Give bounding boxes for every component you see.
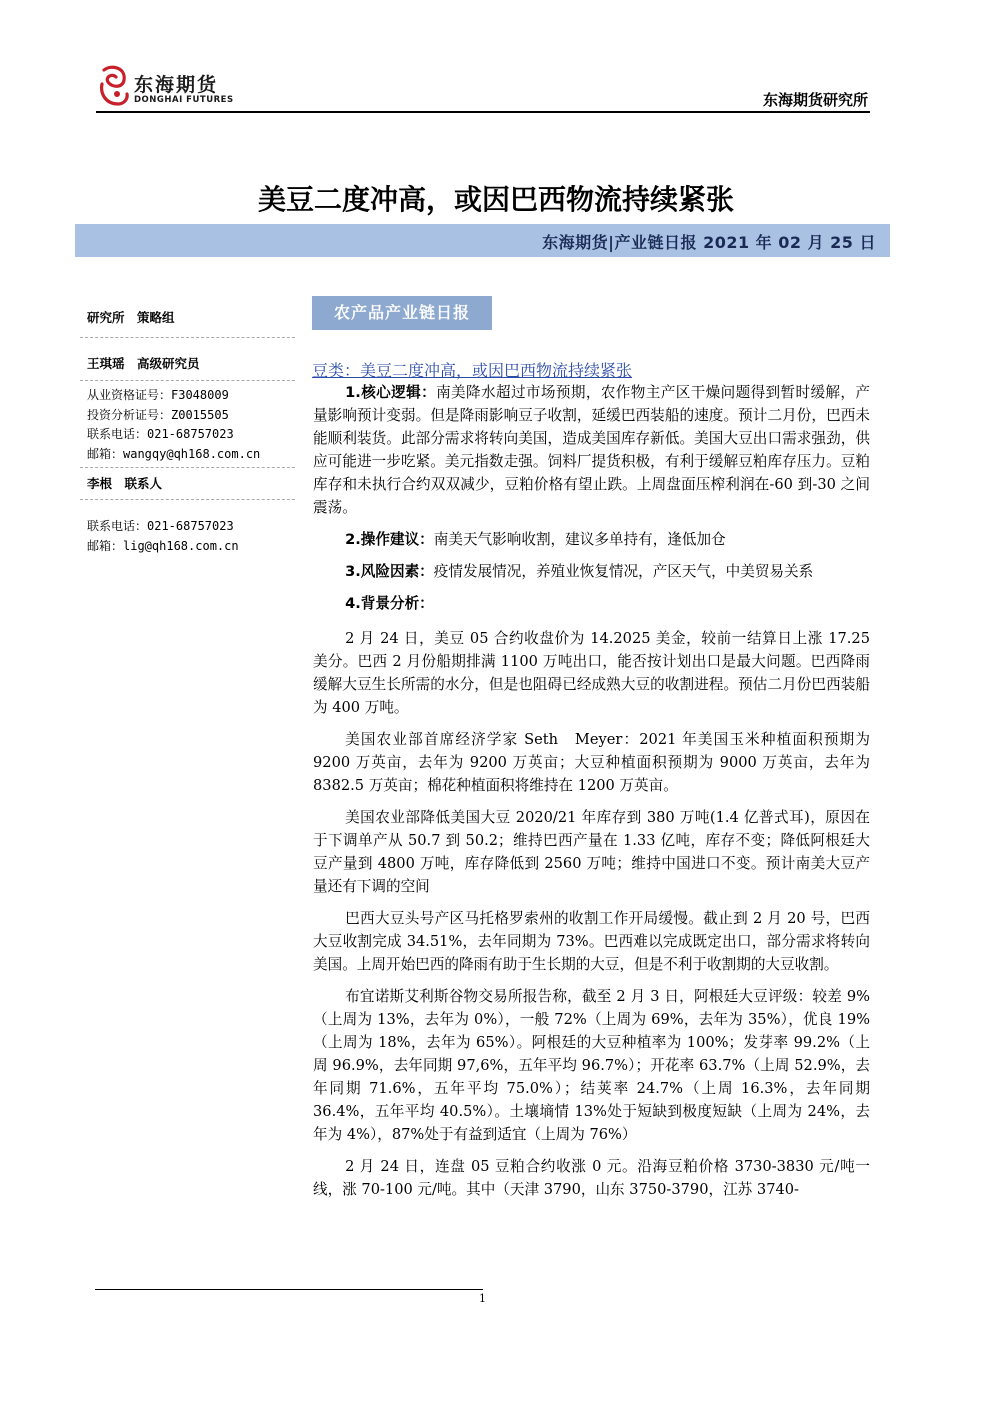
phone: 联系电话：021-68757023 (87, 519, 234, 533)
report-body (313, 381, 870, 1201)
background-label: 4.背景分析： (345, 595, 434, 612)
background-paragraph: 2 月 24 日，连盘 05 豆粕合约收涨 0 元。沿海豆粕价格 3730-3830 元/吨一线，涨 70-100 元/吨。其中（天津 3790，山东 3750-3790，江苏 3740- (313, 1158, 870, 1198)
advice-paragraph: 2.操作建议：南美天气影响收割，建议多单持有，逢低加仓 (345, 531, 726, 548)
contact-name: 李根 联系人 (87, 476, 163, 491)
advice-label: 2.操作建议： (345, 531, 434, 548)
footer-divider (95, 1289, 483, 1290)
dragon-logo-icon (96, 64, 130, 108)
background-paragraph: 布宜诺斯艾利斯谷物交易所报告称，截至 2 月 3 日，阿根廷大豆评级：较差 9%（上周为 13%，去年为 0%），一般 72%（上周为 69%，去年为 35%），优良 19%（上周为 18%，去年为 65%）。阿根廷的大豆种植率为 100%；发芽率 99.2%（上周 96.9%，去年同期 97,6%，五年平均 96.7%）；开花率 63.7%（上周 52.9%，去年同期 71.6%，五年平均 75.0%）；结荚率 24.7%（上周 16.3%，去年同期 36.4%，五年平均 40.5%）。土壤墒情 13%处于短缺到极度短缺（上周为 24%，去年为 4%），87%处于有益到适宜（上周为 76%） (313, 988, 870, 1143)
email: 邮箱：lig@qh168.com.cn (87, 538, 239, 553)
email: 邮箱：wangqy@qh168.com.cn (87, 446, 261, 461)
core-logic-paragraph: 1.核心逻辑：南美降水超过市场预期，农作物主产区干燥问题得到暂时缓解，产量影响预计变弱。但是降雨影响豆子收割，延缓巴西装船的速度。预计二月份，巴西未能顺利装货。此部分需求将转向美国，造成美国库存新低。美国大豆出口需求强劲，供应可能进一步吃紧。美元指数走强。饲料厂提货积极，有利于缓解豆粕库存压力。豆粕库存和未执行合约双双减少，豆粕价格有望止跌。上周盘面压榨利润在-60 到-30 之间震荡。 (313, 384, 870, 516)
divider (80, 380, 295, 381)
analyst-name: 王琪瑶 高级研究员 (87, 356, 200, 371)
core-logic-label: 1.核心逻辑： (345, 384, 437, 401)
department-label: 研究所 策略组 (87, 310, 175, 325)
divider (80, 499, 295, 500)
logo-text-en: DONGHAI FUTURES (134, 95, 234, 105)
report-title: 美豆二度冲高，或因巴西物流持续紧张 (257, 183, 734, 216)
institute-name: 东海期货研究所 (762, 91, 868, 109)
license-no: 从业资格证号：F3048009 (87, 388, 229, 402)
company-logo (96, 64, 236, 114)
background-paragraph: 美国农业部降低美国大豆 2020/21 年库存到 380 万吨(1.4 亿普式耳)，原因在于下调单产从 50.7 到 50.2；维持巴西产量在 1.33 亿吨，库存不变；降低阿根廷大豆产量到 4800 万吨，库存降低到 2560 万吨；维持中国进口不变。预计南美大豆产量还有下调的空间 (313, 809, 870, 895)
contact-info (87, 517, 287, 556)
divider (80, 337, 295, 338)
date-banner (75, 224, 890, 257)
investment-license-no: 投资分析证号：Z0015505 (87, 407, 229, 422)
logo-text-cn: 东海期货 (134, 74, 219, 96)
risk-paragraph: 3.风险因素：疫情发展情况，养殖业恢复情况，产区天气，中美贸易关系 (345, 563, 814, 580)
background-paragraph: 美国农业部首席经济学家 Seth Meyer：2021 年美国玉米种植面积预期为 9200 万英亩，去年为 9200 万英亩；大豆种植面积预期为 9000 万英亩，去年为 8382.5 万英亩；棉花种植面积将维持在 1200 万英亩。 (313, 731, 870, 794)
background-heading (313, 592, 870, 615)
analyst-contact (87, 386, 287, 464)
risk-label: 3.风险因素： (345, 563, 434, 580)
page-number: 1 (479, 1292, 486, 1305)
report-date: 东海期货|产业链日报 2021 年 02 月 25 日 (542, 233, 876, 252)
background-paragraph: 2 月 24 日，美豆 05 合约收盘价为 14.2025 美金，较前一结算日上涨 17.25 美分。巴西 2 月份船期排满 1100 万吨出口，能否按计划出口是最大问题。巴西降雨缓解大豆生长所需的水分，但是也阻碍已经成熟大豆的收割进程。预估二月份巴西装船为 400 万吨。 (313, 630, 870, 716)
header-divider (96, 111, 870, 113)
section-title-link[interactable]: 豆类：美豆二度冲高，或因巴西物流持续紧张 (312, 361, 633, 380)
divider (80, 467, 295, 468)
background-paragraph: 巴西大豆头号产区马托格罗索州的收割工作开局缓慢。截止到 2 月 20 号，巴西大豆收割完成 34.51%，去年同期为 73%。巴西难以完成既定出口，部分需求将转向美国。上周开始巴西的降雨有助于生长期的大豆，但是不利于收割期的大豆收割。 (313, 910, 870, 973)
phone: 联系电话：021-68757023 (87, 427, 234, 441)
report-category-badge: 农产品产业链日报 (312, 296, 492, 330)
